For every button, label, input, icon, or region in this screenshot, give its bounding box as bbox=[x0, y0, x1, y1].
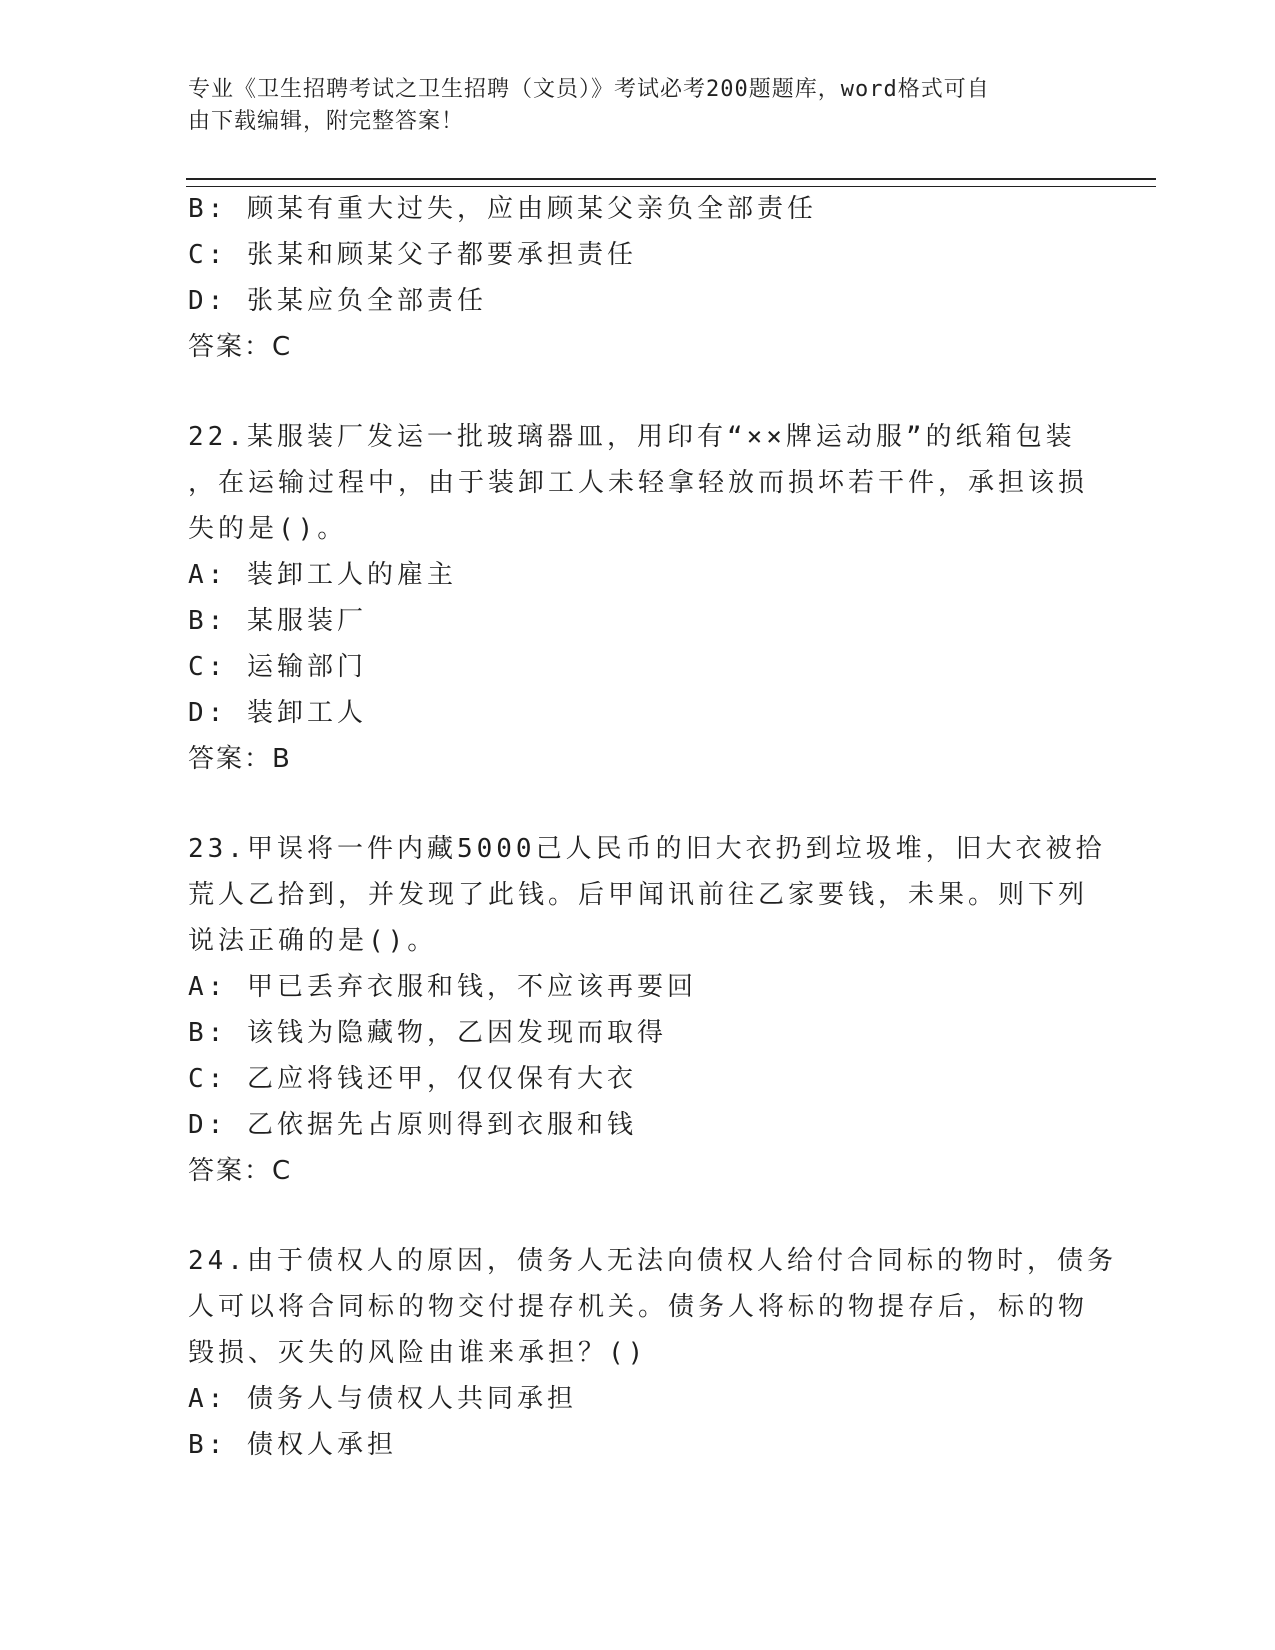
q23-option-a: A: 甲已丢弃衣服和钱，不应该再要回 bbox=[188, 972, 697, 1002]
q23-answer: 答案：C bbox=[188, 1156, 293, 1186]
spacer bbox=[188, 1194, 1088, 1238]
q21-option-c: C: 张某和顾某父子都要承担责任 bbox=[188, 240, 637, 270]
q21-answer: 答案：C bbox=[188, 332, 293, 362]
question-content bbox=[188, 186, 1117, 1468]
document-header bbox=[188, 74, 1068, 138]
q24-option-b: B: 债权人承担 bbox=[188, 1430, 397, 1460]
header-line-2: 由下载编辑，附完整答案！ bbox=[188, 109, 465, 134]
q23-stem-line-2: 荒人乙拾到，并发现了此钱。后甲闻讯前往乙家要钱，未果。则下列 bbox=[188, 880, 1089, 910]
q22-stem-line-3: 失的是()。 bbox=[188, 514, 348, 544]
q21-option-b: B: 顾某有重大过失，应由顾某父亲负全部责任 bbox=[188, 194, 817, 224]
q22-option-a: A: 装卸工人的雇主 bbox=[188, 560, 457, 590]
q24-stem-line-1: 24.由于债权人的原因，债务人无法向债权人给付合同标的物时，债务 bbox=[188, 1246, 1117, 1276]
q22-stem-line-2: ，在运输过程中，由于装卸工人未轻拿轻放而损坏若干件，承担该损 bbox=[188, 468, 1089, 498]
q24-option-a: A: 债务人与债权人共同承担 bbox=[188, 1384, 577, 1414]
spacer bbox=[188, 782, 1088, 826]
q22-option-d: D: 装卸工人 bbox=[188, 698, 367, 728]
question-23 bbox=[188, 826, 1106, 1194]
q23-option-c: C: 乙应将钱还甲，仅仅保有大衣 bbox=[188, 1064, 637, 1094]
q24-stem-line-2: 人可以将合同标的物交付提存机关。债务人将标的物提存后，标的物 bbox=[188, 1292, 1089, 1322]
q22-option-b: B: 某服装厂 bbox=[188, 606, 367, 636]
q23-option-d: D: 乙依据先占原则得到衣服和钱 bbox=[188, 1110, 637, 1140]
header-line-1: 专业《卫生招聘考试之卫生招聘（文员）》考试必考200题题库，word格式可自 bbox=[188, 77, 990, 102]
q22-answer: 答案：B bbox=[188, 744, 292, 774]
q22-option-c: C: 运输部门 bbox=[188, 652, 367, 682]
question-24 bbox=[188, 1238, 1117, 1468]
q22-stem-line-1: 22.某服装厂发运一批玻璃器皿，用印有“××牌运动服”的纸箱包装 bbox=[188, 422, 1076, 452]
question-22 bbox=[188, 414, 1088, 782]
q24-stem-line-3: 毁损、灭失的风险由谁来承担？() bbox=[188, 1338, 648, 1368]
spacer bbox=[188, 370, 1088, 414]
q21-option-d: D: 张某应负全部责任 bbox=[188, 286, 487, 316]
q23-option-b: B: 该钱为隐藏物，乙因发现而取得 bbox=[188, 1018, 667, 1048]
q23-stem-line-3: 说法正确的是()。 bbox=[188, 926, 438, 956]
q23-stem-line-1: 23.甲误将一件内藏5000己人民币的旧大衣扔到垃圾堆，旧大衣被拾 bbox=[188, 834, 1106, 864]
question-21-tail bbox=[188, 186, 1088, 370]
